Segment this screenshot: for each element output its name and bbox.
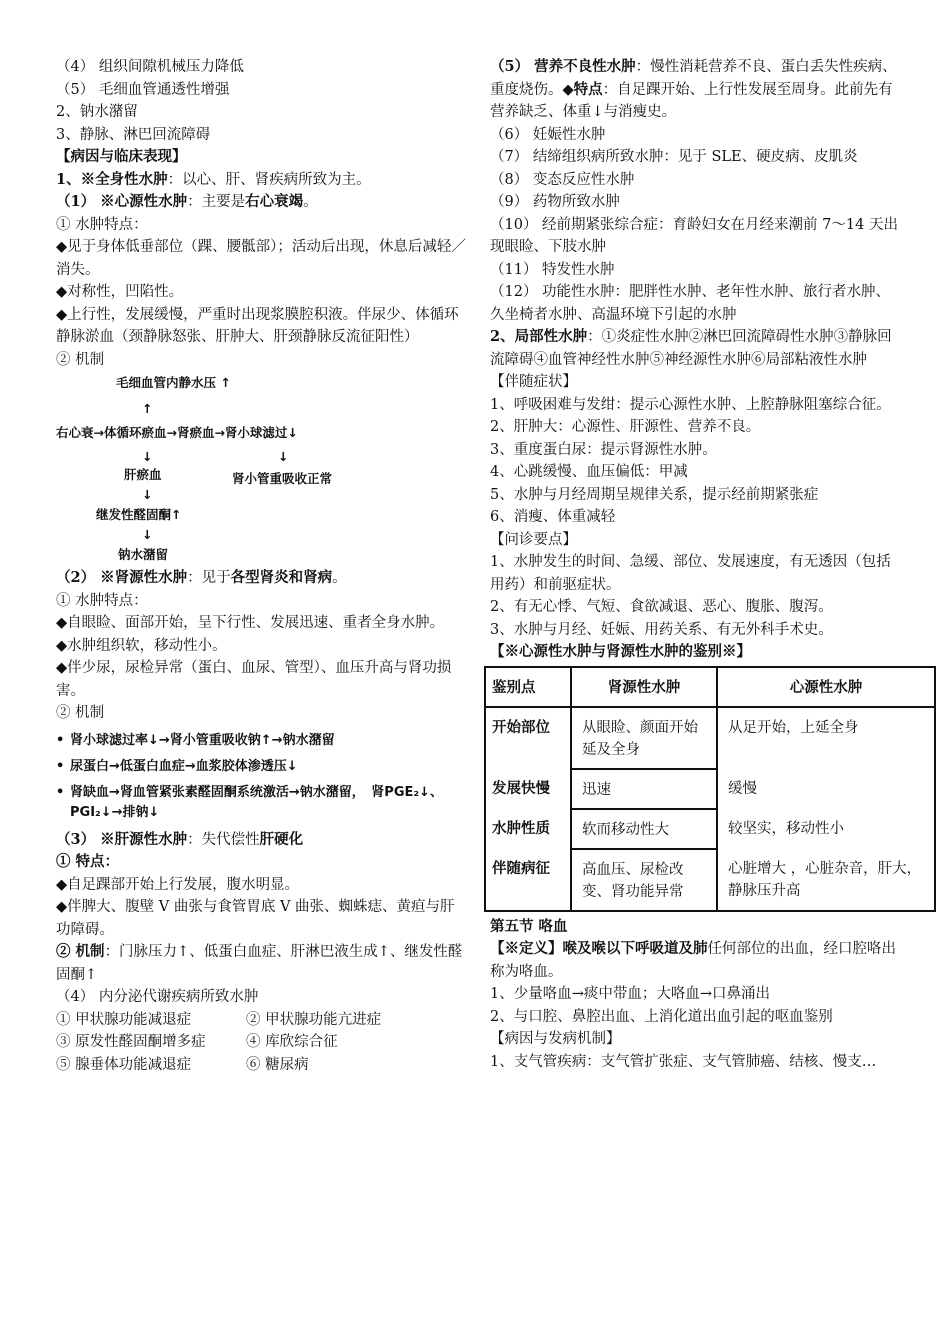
text-line: （9） 药物所致水肿 [490, 194, 620, 210]
section-heading: 【病因与发病机制】 [490, 1031, 621, 1047]
table-cell: 发展快慢 [492, 779, 550, 797]
text-paragraph: 1、水肿发生的时间、急缓、部位、发展速度，有无透因（包括用药）和前驱症状。 [490, 554, 891, 593]
term-text: ：慢性消耗营养不良、蛋白丢失性疾病、重度烧伤。 [490, 59, 897, 98]
text-line: 6、消瘦、体重减轻 [490, 509, 616, 525]
term: 2、局部性水肿 [490, 328, 588, 345]
table-title: 【※心源性水肿与肾源性水肿的鉴别※】 [490, 643, 751, 660]
diagram-node: 继发性醛固酮↑ [96, 507, 182, 522]
term-text: 任何部位的出血，经口腔咯出称为咯血。 [490, 941, 896, 980]
table-cell: 软而移动性大 [571, 809, 717, 849]
table-row [485, 707, 935, 769]
term-bold: 右心衰竭 [245, 193, 304, 210]
endocrine-list [56, 1009, 468, 1032]
text-line: 3、水肿与月经、妊娠、用药关系、有无外科手术史。 [490, 621, 833, 638]
list-item: ⑥ 糖尿病 [246, 1056, 309, 1073]
left-column [56, 56, 468, 1076]
term-bold: 肝硬化 [259, 830, 304, 848]
diagram-node: 肝瘀血 [124, 467, 162, 482]
term-bold: ◆特点 [562, 80, 603, 98]
mechanism-diagram [56, 375, 468, 565]
table-header-cell: 心源性水肿 [717, 667, 935, 707]
text-line: （8） 变态反应性水肿 [490, 171, 635, 188]
text-paragraph: ◆伴脾大、腹壁 V 曲张与食管胃底 V 曲张、蜘蛛痣、黄疸与肝功障碍。 [56, 899, 455, 938]
text-paragraph [490, 56, 900, 124]
term: ② 机制 [56, 943, 105, 960]
right-column [490, 56, 922, 1073]
mechanism-bullet: • 肾小球滤过率↓→肾小管重吸收钠↑→钠水潴留 [56, 732, 335, 748]
table-header-cell: 鉴别点 [485, 667, 571, 707]
term-text: ：以心、肝、肾疾病所致为主。 [167, 171, 371, 188]
diagram-node: 毛细血管内静水压 ↑ [116, 375, 231, 390]
term-text: ：主要是 [187, 194, 246, 210]
list-item: ⑤ 腺垂体功能减退症 [56, 1056, 192, 1073]
text-paragraph: （12） 功能性水肿：肥胖性水肿、老年性水肿、旅行者水肿、久坐椅者水肿、高温环境下引起的水肿 [490, 284, 891, 323]
endocrine-list [56, 1054, 468, 1077]
term-text: ：①炎症性水肿②淋巴回流障碍性水肿③静脉回流障碍④血管神经性水肿⑤神经源性水肿⑥局部粘液性水肿 [490, 329, 892, 368]
mechanism-bullet: • 肾缺血→肾血管紧张素醛固酮系统激活→钠水潴留， 肾PGE₂↓、PGI₂↓→排钠↓ [56, 784, 443, 820]
text-line: （6） 妊娠性水肿 [490, 126, 606, 143]
text-line: 1、少量咯血→痰中带血；大咯血→口鼻涌出 [490, 986, 771, 1002]
text-paragraph [56, 941, 468, 986]
text-paragraph: （10） 经前期紧张综合症：育龄妇女在月经来潮前 7～14 天出现眼睑、下肢水肿 [490, 216, 898, 255]
bullet-text: 肾缺血→肾血管紧张素醛固酮系统激活→钠水潴留， 肾PGE₂↓、PGI₂↓→排钠↓ [70, 784, 443, 820]
text-line: 3、重度蛋白尿：提示肾源性水肿。 [490, 441, 717, 458]
list-item: ① 甲状腺功能减退症 [56, 1011, 192, 1028]
term: 1、※全身性水肿 [56, 170, 168, 188]
arrow-down-icon: ↓ [142, 449, 153, 464]
bullet-text: 尿蛋白→低蛋白血症→血浆胶体渗透压↓ [70, 758, 298, 774]
term-end: 。 [332, 570, 347, 586]
table-cell: 开始部位 [492, 718, 550, 736]
table-row [485, 849, 935, 911]
text-line: 2、肝肿大：心源性、肝源性、营养不良。 [490, 419, 761, 435]
term-text: ：自足踝开始、上行性发展至周身。此前先有营养缺乏、体重↓与消瘦史。 [490, 81, 893, 120]
text-line: （5） 毛细血管通透性增强 [56, 81, 230, 98]
arrow-down-icon: ↓ [142, 487, 153, 502]
term: （5） 营养不良性水肿 [490, 58, 636, 75]
text-line: 2、与口腔、鼻腔出血、上消化道出血引起的呕血鉴别 [490, 1008, 833, 1025]
text-line: （7） 结缔组织病所致水肿：见于 SLE、硬皮病、皮肌炎 [490, 149, 858, 165]
text-line: 3、静脉、淋巴回流障碍 [56, 126, 211, 143]
table-row [485, 809, 935, 849]
term: （3） ※肝源性水肿 [56, 830, 188, 848]
text-line: ② 机制 [56, 705, 105, 721]
text-line: ◆自足踝部开始上行发展，腹水明显。 [56, 876, 300, 893]
text-line: ② 机制 [56, 351, 105, 368]
table-cell: 迅速 [571, 769, 717, 809]
text-paragraph: 1、呼吸困难与发绀：提示心源性水肿、上腔静脉阻塞综合征。 [490, 396, 891, 413]
text-line [56, 191, 468, 214]
term-bold: 喉及喉以下呼吸道及肺 [562, 940, 708, 957]
text-line: （4） 组织间隙机械压力降低 [56, 59, 244, 75]
text-paragraph [490, 326, 900, 371]
bullet-text: 肾小球滤过率↓→肾小管重吸收钠↑→钠水潴留 [70, 732, 335, 748]
text-line: 2、有无心悸、气短、食欲减退、恶心、腹胀、腹泻。 [490, 599, 833, 615]
text-line: （11） 特发性水肿 [490, 261, 615, 278]
text-line: ① 水肿特点： [56, 216, 148, 233]
comparison-table [484, 666, 936, 912]
table-header-row [485, 667, 935, 707]
table-cell: 从足开始，上延全身 [728, 719, 859, 736]
section-heading: 【病因与临床表现】 [56, 148, 187, 165]
list-item: ④ 库欣综合征 [246, 1034, 338, 1050]
text-paragraph: 1、支气管疾病：支气管扩张症、支气管肺癌、结核、慢支… [490, 1053, 877, 1070]
term-text: ：失代偿性 [187, 831, 260, 848]
mechanism-bullet: • 尿蛋白→低蛋白血症→血浆胶体渗透压↓ [56, 758, 298, 774]
text-line: 2、钠水潴留 [56, 104, 138, 120]
text-line: （4） 内分泌代谢疾病所致水肿 [56, 989, 259, 1005]
text-line: ◆对称性，凹陷性。 [56, 284, 184, 300]
chapter-title: 第五节 咯血 [490, 917, 568, 935]
table-cell: 高血压、尿检改变、肾功能异常 [571, 849, 717, 911]
term: 【※定义】 [490, 940, 563, 957]
text-line: ① 水肿特点： [56, 592, 148, 609]
diagram-node: 钠水潴留 [118, 547, 169, 562]
text-paragraph: ◆自眼睑、面部开始，呈下行性、发展迅速、重者全身水肿。 [56, 615, 445, 631]
table-header-cell: 肾源性水肿 [571, 667, 717, 707]
text-paragraph: ◆上行性，发展缓慢，严重时出现浆膜腔积液。伴尿少、体循环静脉淤血（颈静脉怒张、肝肿大、肝颈静脉反流征阳性） [56, 306, 459, 345]
text-line: ◆水肿组织软，移动性小。 [56, 637, 227, 654]
arrow-up-icon: ↑ [142, 401, 153, 416]
term-end: 。 [303, 194, 318, 210]
list-item: ② 甲状腺功能亢进症 [246, 1011, 382, 1028]
text-paragraph [490, 938, 900, 983]
text-line: 4、心跳缓慢、血压偏低：甲减 [490, 464, 688, 480]
table-cell: 缓慢 [728, 780, 757, 797]
table-cell: 伴随病征 [492, 859, 550, 877]
text-line: ① 特点： [56, 853, 120, 870]
diagram-node: 右心衰→体循环瘀血→肾瘀血→肾小球滤过↓ [56, 425, 298, 440]
term: （1） ※心源性水肿 [56, 193, 188, 210]
text-line [56, 567, 468, 590]
term-text: ：见于 [187, 570, 231, 586]
text-line: 5、水肿与月经周期呈规律关系，提示经前期紧张症 [490, 486, 819, 503]
text-line [56, 829, 468, 852]
arrow-down-icon: ↓ [142, 527, 153, 542]
table-cell: 从眼睑、颜面开始延及全身 [571, 707, 717, 769]
endocrine-list [56, 1031, 468, 1054]
text-line [56, 169, 468, 192]
table-cell: 心脏增大 ，心脏杂音，肝大，静脉压升高 [728, 860, 922, 899]
diagram-node: 肾小管重吸收正常 [232, 471, 333, 486]
text-paragraph: ◆伴少尿，尿检异常（蛋白、血尿、管型）、血压升高与肾功损害。 [56, 660, 452, 699]
table-row [485, 769, 935, 809]
table-cell: 较坚实，移动性小 [728, 820, 844, 837]
term: （2） ※肾源性水肿 [56, 569, 188, 586]
term-text: ：门脉压力↑、低蛋白血症、肝淋巴液生成↑、继发性醛固酮↑ [56, 944, 463, 983]
term-bold: 各型肾炎和肾病 [230, 569, 333, 586]
text-paragraph: ◆见于身体低垂部位（踝、腰骶部）；活动后出现，休息后减轻／消失。 [56, 239, 466, 278]
arrow-down-icon: ↓ [278, 449, 289, 464]
list-item: ③ 原发性醛固酮增多症 [56, 1034, 206, 1050]
section-heading: 【伴随症状】 [490, 374, 577, 390]
section-heading: 【问诊要点】 [490, 531, 577, 548]
table-cell: 水肿性质 [492, 819, 550, 837]
